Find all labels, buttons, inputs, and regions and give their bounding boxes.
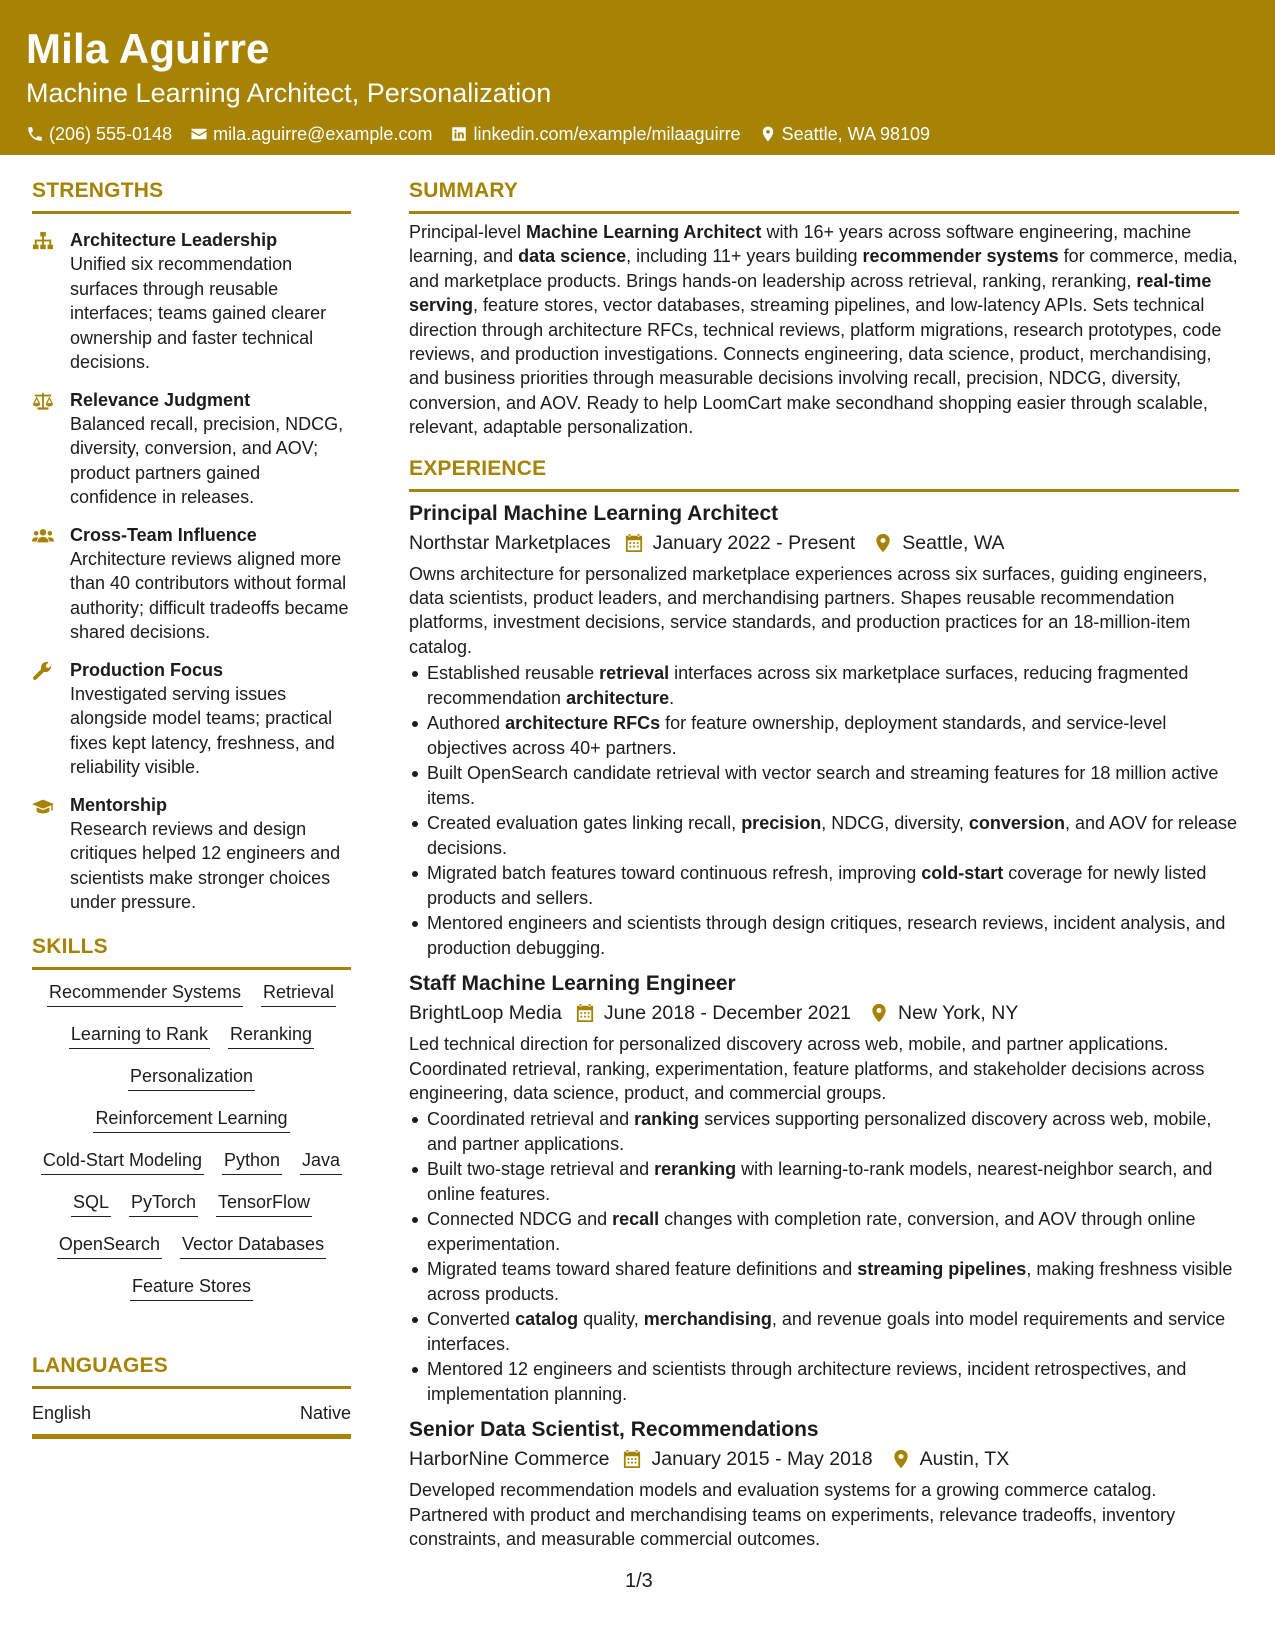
strength-item bbox=[32, 523, 351, 645]
job-bullet: Converted catalog quality, merchandising, and revenue goals into model requirements and service interfaces. bbox=[409, 1307, 1239, 1356]
map-pin-icon bbox=[870, 1003, 888, 1023]
balance-scale-icon bbox=[32, 391, 54, 411]
skill-chip: SQL bbox=[71, 1190, 111, 1217]
skill-chip: Learning to Rank bbox=[69, 1022, 210, 1049]
job-meta bbox=[409, 1446, 1239, 1472]
strength-desc: Investigated serving issues alongside model teams; practical fixes kept latency, freshness, and reliability visible. bbox=[70, 683, 335, 777]
job-meta bbox=[409, 1000, 1239, 1026]
phone-text: (206) 555-0148 bbox=[49, 124, 173, 144]
contact-phone[interactable] bbox=[26, 122, 172, 146]
location-text: Seattle, WA 98109 bbox=[781, 124, 931, 144]
job-bullet: Built OpenSearch candidate retrieval with vector search and streaming features for 18 million active items. bbox=[409, 761, 1239, 810]
job-dates: January 2022 - Present bbox=[652, 531, 856, 554]
skill-chip: Vector Databases bbox=[180, 1232, 326, 1259]
contact-bar bbox=[26, 122, 1249, 146]
candidate-name: Mila Aguirre bbox=[26, 25, 270, 72]
strength-title: Mentorship bbox=[70, 794, 167, 815]
job-bullet: Authored architecture RFCs for feature ownership, deployment standards, and service-level objectives across 40+ partners. bbox=[409, 711, 1239, 760]
skill-chip: Feature Stores bbox=[130, 1274, 253, 1301]
skill-chip: Reinforcement Learning bbox=[93, 1106, 289, 1133]
skill-chip: TensorFlow bbox=[216, 1190, 312, 1217]
job-location: Seattle, WA bbox=[902, 531, 1005, 554]
contact-email[interactable] bbox=[190, 122, 432, 146]
strength-title: Cross-Team Influence bbox=[70, 524, 257, 545]
job-entry bbox=[409, 970, 1239, 1406]
job-description: Led technical direction for personalized discovery across web, mobile, and partner applications. Coordinated retrieval, ranking, experimentation, feature platforms, and stakeholder decisions across engineering, data science, product, and commercial groups. bbox=[409, 1034, 1205, 1103]
job-bullet: Migrated batch features toward continuous refresh, improving cold-start coverage for newly listed products and sellers. bbox=[409, 861, 1239, 910]
skill-chip: Python bbox=[222, 1148, 282, 1175]
skill-chip: Cold-Start Modeling bbox=[41, 1148, 204, 1175]
job-company: HarborNine Commerce bbox=[409, 1448, 610, 1471]
calendar-icon bbox=[623, 1449, 641, 1469]
languages-section bbox=[32, 1351, 351, 1439]
strength-desc: Architecture reviews aligned more than 40 contributors without formal authority; difficult tradeoffs became shared decisions. bbox=[70, 548, 349, 642]
phone-icon bbox=[26, 125, 44, 143]
job-dates: January 2015 - May 2018 bbox=[651, 1448, 873, 1471]
strength-item bbox=[32, 228, 351, 375]
job-meta bbox=[409, 530, 1239, 556]
skill-chip: Reranking bbox=[228, 1022, 314, 1049]
contact-location bbox=[759, 122, 930, 146]
strength-desc: Balanced recall, precision, NDCG, diversity, conversion, and AOV; product partners gained confidence in releases. bbox=[70, 413, 344, 507]
language-name: English bbox=[32, 1402, 92, 1423]
skills-heading: SKILLS bbox=[32, 932, 351, 970]
experience-section bbox=[409, 454, 1239, 1552]
resume-header bbox=[0, 0, 1275, 155]
languages-heading: LANGUAGES bbox=[32, 1351, 351, 1389]
job-entry bbox=[409, 1416, 1239, 1551]
strength-title: Production Focus bbox=[70, 659, 223, 680]
linkedin-icon bbox=[450, 125, 468, 143]
job-bullet: Built two-stage retrieval and reranking with learning-to-rank models, nearest-neighbor search, and online features. bbox=[409, 1157, 1239, 1206]
job-title: Principal Machine Learning Architect bbox=[409, 501, 779, 525]
job-entry bbox=[409, 500, 1239, 960]
strength-item bbox=[32, 793, 351, 915]
job-description: Developed recommendation models and evaluation systems for a growing commerce catalog. Partnered with product and merchandising teams on experiments, relevance tradeoffs, inventory constraints, and measurable commercial outcomes. bbox=[409, 1480, 1176, 1549]
language-level: Native bbox=[299, 1402, 351, 1423]
calendar-icon bbox=[625, 533, 643, 553]
job-location: New York, NY bbox=[898, 1002, 1019, 1025]
summary-text: Principal-level Machine Learning Architect with 16+ years across software engineering, machine learning, and data science, including 11+ years building recommender systems for commerce, media, and marketplace products. Brings hands-on leadership across retrieval, ranking, reranking, real-time serving, feature stores, vector databases, streaming pipelines, and low-latency APIs. Sets technical direction through architecture RFCs, technical reviews, platform migrations, research prototypes, code reviews, and production investigations. Connects engineering, data science, product, merchandising, and business priorities through measurable decisions involving recall, precision, NDCG, diversity, conversion, and AOV. Ready to help LoomCart make secondhand shopping easier through scalable, relevant, adaptable personalization. bbox=[409, 222, 1238, 438]
skills-list bbox=[32, 980, 351, 1316]
job-location: Austin, TX bbox=[919, 1448, 1010, 1471]
job-bullet: Established reusable retrieval interfaces across six marketplace surfaces, reducing fragmented recommendation architecture. bbox=[409, 661, 1239, 710]
job-title: Senior Data Scientist, Recommendations bbox=[409, 1418, 819, 1442]
skills-section bbox=[32, 932, 351, 1316]
skill-chip: OpenSearch bbox=[57, 1232, 162, 1259]
strength-desc: Unified six recommendation surfaces through reusable interfaces; teams gained clearer ownership and faster technical decisions. bbox=[70, 254, 327, 372]
strength-title: Relevance Judgment bbox=[70, 389, 251, 410]
email-text: mila.aguirre@example.com bbox=[213, 124, 433, 144]
skill-chip: Recommender Systems bbox=[47, 980, 243, 1007]
job-bullets bbox=[409, 1107, 1239, 1406]
job-dates: June 2018 - December 2021 bbox=[603, 1002, 852, 1025]
job-bullet: Connected NDCG and recall changes with completion rate, conversion, and AOV through online experimentation. bbox=[409, 1207, 1239, 1256]
job-bullet: Created evaluation gates linking recall, precision, NDCG, diversity, conversion, and AOV for release decisions. bbox=[409, 811, 1239, 860]
experience-heading: EXPERIENCE bbox=[409, 454, 1239, 492]
skill-chip: PyTorch bbox=[129, 1190, 198, 1217]
envelope-icon bbox=[190, 125, 208, 143]
job-title: Staff Machine Learning Engineer bbox=[409, 972, 736, 996]
linkedin-text: linkedin.com/example/milaaguirre bbox=[473, 124, 741, 144]
job-description: Owns architecture for personalized marketplace experiences across six surfaces, guiding engineers, data scientists, product leaders, and merchandising partners. Shapes reusable recommendation platforms, investment decisions, service standards, and production practices for an 18-million-item catalog. bbox=[409, 563, 1208, 657]
page-indicator: 1/3 bbox=[625, 1570, 653, 1592]
language-row bbox=[32, 1401, 351, 1439]
job-bullet: Mentored 12 engineers and scientists through architecture reviews, incident retrospectives, and implementation planning. bbox=[409, 1357, 1239, 1406]
job-bullets bbox=[409, 661, 1239, 960]
summary-heading: SUMMARY bbox=[409, 176, 1239, 214]
calendar-icon bbox=[576, 1003, 594, 1023]
graduation-cap-icon bbox=[32, 796, 54, 816]
job-bullet: Coordinated retrieval and ranking services supporting personalized discovery across web, mobile, and partner applications. bbox=[409, 1107, 1239, 1156]
skill-chip: Retrieval bbox=[261, 980, 336, 1007]
right-column bbox=[409, 176, 1239, 1551]
sitemap-icon bbox=[32, 231, 54, 251]
skill-chip: Personalization bbox=[128, 1064, 255, 1091]
left-column bbox=[32, 176, 351, 1439]
strengths-list bbox=[32, 228, 351, 915]
map-pin-icon bbox=[759, 125, 777, 143]
candidate-role: Machine Learning Architect, Personalization bbox=[26, 78, 552, 108]
users-icon bbox=[32, 526, 54, 546]
strengths-heading: STRENGTHS bbox=[32, 176, 351, 214]
contact-linkedin[interactable] bbox=[450, 122, 740, 146]
strength-item bbox=[32, 388, 351, 510]
strength-title: Architecture Leadership bbox=[70, 230, 278, 250]
job-bullet: Mentored engineers and scientists through design critiques, research reviews, incident analysis, and production debugging. bbox=[409, 911, 1239, 960]
job-company: BrightLoop Media bbox=[409, 1002, 562, 1025]
strength-desc: Research reviews and design critiques helped 12 engineers and scientists make stronger choices under pressure. bbox=[70, 818, 341, 912]
wrench-icon bbox=[32, 661, 54, 681]
map-pin-icon bbox=[892, 1449, 910, 1469]
strength-item bbox=[32, 658, 351, 780]
job-bullet: Migrated teams toward shared feature definitions and streaming pipelines, making freshness visible across products. bbox=[409, 1257, 1239, 1306]
skill-chip: Java bbox=[300, 1148, 342, 1175]
job-company: Northstar Marketplaces bbox=[409, 531, 611, 554]
map-pin-icon bbox=[874, 533, 892, 553]
